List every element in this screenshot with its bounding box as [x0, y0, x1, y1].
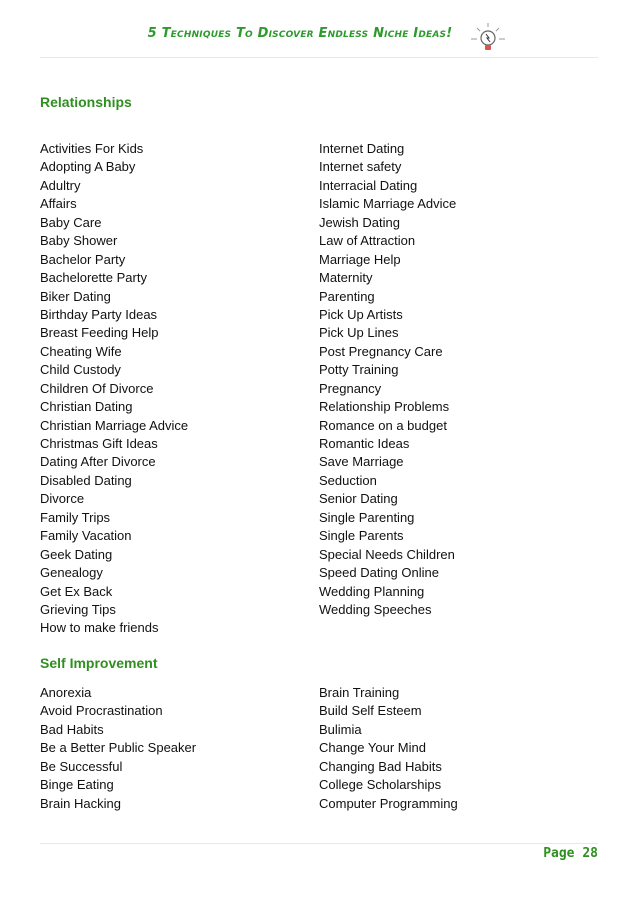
list-item: Baby Shower	[40, 233, 118, 249]
list-item: Jewish Dating	[319, 214, 400, 230]
list-item: Birthday Party Ideas	[40, 306, 158, 322]
list-item: Pick Up Lines	[319, 325, 399, 341]
list-item: Breast Feeding Help	[40, 325, 159, 341]
list-item: Change Your Mind	[319, 740, 426, 756]
list-item: Affairs	[40, 196, 77, 212]
footer-rule	[40, 843, 598, 844]
list-item: Special Needs Children	[319, 546, 455, 562]
list-item: Disabled Dating	[40, 472, 132, 488]
relationships-left-list	[40, 140, 188, 638]
list-item: Be a Better Public Speaker	[40, 740, 197, 756]
list-item: Build Self Esteem	[319, 703, 422, 719]
list-item: Children Of Divorce	[40, 380, 154, 396]
list-item: Pick Up Artists	[319, 306, 403, 322]
list-item: Activities For Kids	[40, 141, 144, 156]
list-item: Computer Programming	[319, 795, 458, 811]
list-item: Law of Attraction	[319, 233, 416, 249]
list-item: Brain Training	[319, 685, 400, 700]
list-item: Senior Dating	[319, 491, 398, 507]
list-item: Avoid Procrastination	[40, 703, 163, 719]
list-item: Geek Dating	[40, 546, 113, 562]
list-item: Biker Dating	[40, 288, 111, 304]
list-item: Wedding Planning	[319, 583, 425, 599]
list-item: Internet safety	[319, 159, 402, 175]
list-item: Bachelorette Party	[40, 270, 147, 286]
list-item: Bad Habits	[40, 721, 104, 737]
list-item: Christmas Gift Ideas	[40, 436, 158, 451]
list-item: Genealogy	[40, 565, 103, 581]
list-item: How to make friends	[40, 620, 159, 636]
list-item: Binge Eating	[40, 777, 114, 793]
list-item: Get Ex Back	[40, 583, 113, 599]
list-item: Changing Bad Habits	[319, 758, 442, 774]
list-item: Romance on a budget	[319, 417, 447, 433]
list-item: Brain Hacking	[40, 795, 121, 811]
self-improvement-left-list	[40, 684, 196, 813]
list-item: Family Trips	[40, 509, 111, 525]
list-item: Interracial Dating	[319, 177, 418, 193]
list-item: Parenting	[319, 288, 375, 304]
list-item: Anorexia	[40, 685, 92, 700]
page-number: Page 28	[543, 846, 598, 861]
list-item: Bachelor Party	[40, 251, 126, 267]
list-item: Adopting A Baby	[40, 159, 136, 175]
list-item: Speed Dating Online	[319, 565, 439, 581]
list-item: Cheating Wife	[40, 343, 122, 359]
section-heading-self-improvement: Self Improvement	[40, 655, 158, 671]
list-item: Maternity	[319, 270, 373, 286]
list-item: Islamic Marriage Advice	[319, 196, 457, 212]
list-item: Romantic Ideas	[319, 436, 410, 451]
list-item: Grieving Tips	[40, 601, 116, 617]
list-item: Family Vacation	[40, 528, 132, 544]
relationships-right-list	[319, 140, 456, 619]
list-item: Relationship Problems	[319, 399, 450, 415]
list-item: Christian Dating	[40, 399, 133, 415]
list-item: Single Parenting	[319, 509, 415, 525]
list-item: Internet Dating	[319, 141, 405, 156]
header-rule	[40, 57, 598, 58]
list-item: Save Marriage	[319, 454, 404, 470]
list-item: Dating After Divorce	[40, 454, 156, 470]
section-heading-relationships: Relationships	[40, 94, 132, 110]
list-item: Marriage Help	[319, 251, 401, 267]
lightbulb-icon	[468, 22, 508, 54]
list-item: Child Custody	[40, 362, 121, 378]
list-item: Divorce	[40, 491, 85, 507]
list-item: Bulimia	[319, 721, 362, 737]
list-item: Seduction	[319, 472, 377, 488]
header-title: 5 Techniques To Discover Endless Niche Ideas!	[147, 26, 453, 41]
self-improvement-right-list	[319, 684, 458, 813]
list-item: Baby Care	[40, 214, 102, 230]
list-item: Wedding Speeches	[319, 601, 432, 617]
list-item: Potty Training	[319, 362, 399, 378]
list-item: Single Parents	[319, 528, 404, 544]
list-item: Be Successful	[40, 758, 123, 774]
list-item: College Scholarships	[319, 777, 442, 793]
list-item: Adultry	[40, 177, 81, 193]
list-item: Pregnancy	[319, 380, 382, 396]
page-header	[0, 22, 638, 52]
list-item: Post Pregnancy Care	[319, 343, 443, 359]
list-item: Christian Marriage Advice	[40, 417, 189, 433]
